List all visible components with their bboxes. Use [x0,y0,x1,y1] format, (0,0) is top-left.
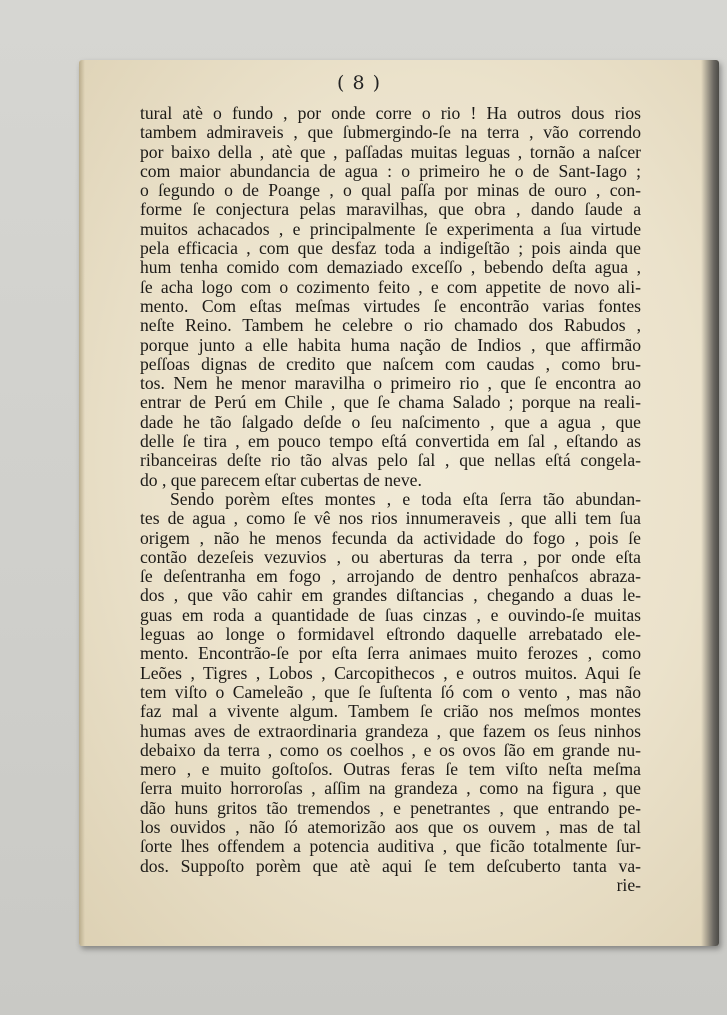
text-line: neſte Reino. Tambem he celebre o rio chamado dos Rabudos , [140,315,641,336]
page-number: ( 8 ) [337,72,381,94]
text-line: dos , que vão cahir em grandes diſtancias , chegando a duas le- [140,585,641,606]
text-line: ſerra muito horroroſas , aſſim na grandeza , como na figura , que [140,778,641,799]
book-page [79,60,719,946]
text-line: tambem admiraveis , que ſubmergindo-ſe na terra , vão correndo [140,122,641,143]
text-line: ſe acha logo com o cozimento feito , e com appetite de novo ali- [140,276,641,297]
text-line: mero , e muito goſtoſos. Outras feras ſe tem viſto neſta meſma [140,759,641,780]
text-line: los ouvidos , não ſó atemorizão aos que os ouvem , mas de tal [140,816,641,837]
text-line: dos. Suppoſto porèm que atè aqui ſe tem deſcuberto tanta va- [140,855,641,876]
text-line: hum tenha comido com demaziado exceſſo , bebendo deſta agua , [140,257,641,278]
text-line: com maior abundancia de agua : o primeiro he o de Sant-Iago ; [140,160,641,181]
text-line: dade he tão ſalgado deſde o ſeu naſcimento , que a agua , que [140,411,641,432]
text-line: porque junto a elle habita huma nação de Indios , que affirmão [140,334,641,355]
text-line: entrar de Perú em Chile , que ſe chama Salado ; porque na reali- [140,392,641,413]
text-line: peſſoas dignas de credito que naſcem com caudas , como bru- [140,353,641,374]
text-line: mento. Com eſtas meſmas virtudes ſe encontrão varias fontes [140,295,641,316]
text-line: ſe deſentranha em fogo , arrojando de dentro penhaſcos abraza- [140,566,641,587]
text-line: por baixo della , atè que , paſſadas muitas leguas , tornão a naſcer [140,141,641,162]
text-line: leguas ao longe o formidavel eſtrondo daquelle arrebatado ele- [140,624,641,645]
body-text [140,104,641,895]
text-line: o ſegundo o de Poange , o qual paſſa por minas de ouro , con- [140,180,641,201]
catchword: rie- [616,874,641,895]
text-line: pela efficacia , com que desfaz toda a indigeſtão ; pois ainda que [140,238,641,259]
text-line: muitos achacados , e principalmente ſe experimenta a ſua virtude [140,218,641,239]
page-edge-shadow [701,60,719,946]
text-line: humas aves de extraordinaria grandeza , que fazem os ſeus ninhos [140,720,641,741]
text-line: debaixo da terra , como os coelhos , e os ovos ſão em grande nu- [140,739,641,760]
text-line: mento. Encontrão-ſe por eſta ſerra animaes muito ferozes , como [140,643,641,664]
text-line: guas em roda a quantidade de ſuas cinzas , e ouvindo-ſe muitas [140,604,641,625]
text-line: dão huns gritos tão tremendos , e penetrantes , que entrando pe- [140,797,641,818]
text-line: Leões , Tigres , Lobos , Carcopithecos , e outros muitos. Aqui ſe [140,662,641,683]
page-gutter-shadow [79,60,85,946]
text-line: ribanceiras deſte rio tão alvas pelo ſal , que nellas eſtá congela- [140,450,641,471]
text-line: forme ſe conjectura pelas maravilhas, que obra , dando ſaude a [140,199,641,220]
text-line: do , que parecem eſtar cubertas de neve. [140,469,422,490]
text-line: tos. Nem he menor maravilha o primeiro rio , que ſe encontra ao [140,373,641,394]
text-line: faz mal a vivente algum. Tambem ſe crião nos meſmos montes [140,701,641,722]
text-line: ſorte lhes offendem a potencia auditiva , que ficão totalmente ſur- [140,836,641,857]
text-line: contão dezeſeis vezuvios , ou aberturas da terra , por onde eſta [140,546,641,567]
paragraph-2 [140,490,641,876]
text-line: tes de agua , como ſe vê nos rios innumeraveis , que alli tem ſua [140,508,641,529]
text-line: tural atè o fundo , por onde corre o rio ! Ha outros dous rios [140,103,641,123]
text-line: delle ſe tira , em pouco tempo eſtá convertida em ſal , eſtando as [140,431,641,452]
text-line: Sendo porèm eſtes montes , e toda eſta ſerra tão abundan- [170,488,641,509]
paragraph-1 [140,104,641,490]
text-line: origem , não he menos fecunda da actividade do fogo , pois ſe [140,527,641,548]
text-line: tem viſto o Cameleão , que ſe ſuſtenta ſó com o vento , mas não [140,681,641,702]
